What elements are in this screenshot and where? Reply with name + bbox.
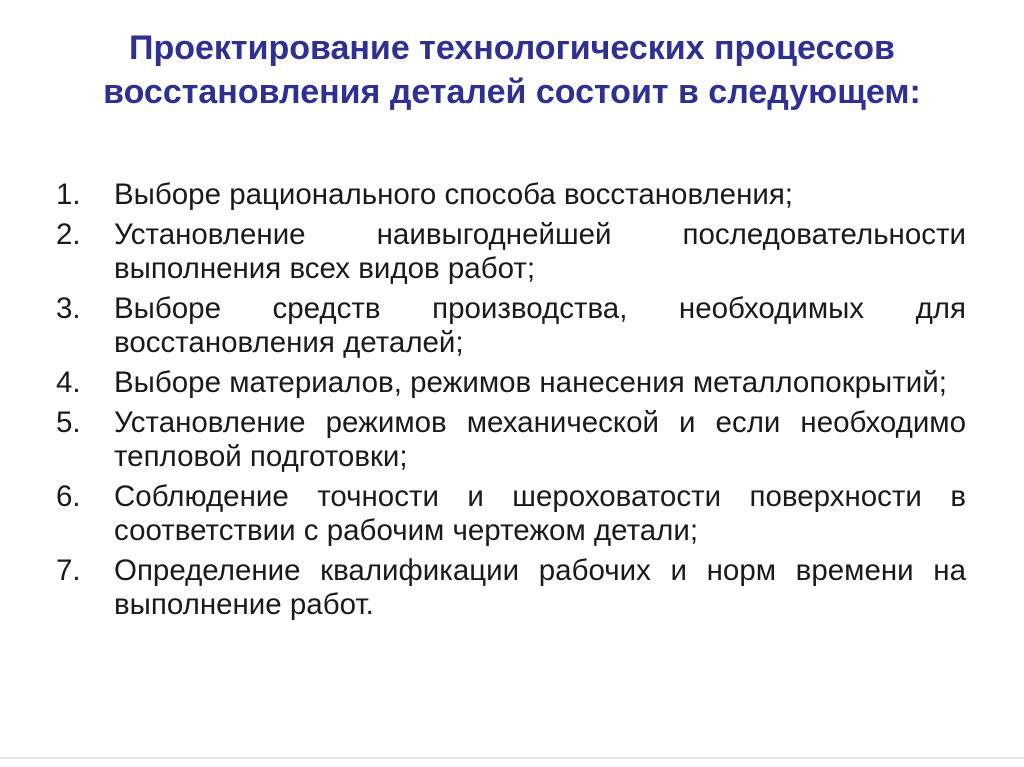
list-item-number: 5. [56,406,81,439]
numbered-list [56,178,966,628]
list-item-text: Установление режимов механической и если необходимо тепловой подготовки; [114,406,966,473]
slide-title: Проектирование технологических процессов восстановления деталей состоит в следующем: [103,29,921,111]
list-item-number: 3. [56,292,81,325]
list-item [56,406,966,474]
list-item-number: 4. [56,366,81,399]
list-item [56,218,966,286]
list-item [56,178,966,212]
list-item-text: Выборе средств производства, необходимых для восстановления деталей; [114,292,966,359]
list-item [56,554,966,622]
bottom-divider [0,757,1024,759]
list-item-text: Установление наивыгоднейшей последовательности выполнения всех видов работ; [114,218,966,285]
list-item [56,366,966,400]
list-item-number: 6. [56,480,81,513]
list-item-number: 1. [56,178,81,211]
list-item-text: Соблюдение точности и шероховатости поверхности в соответствии с рабочим чертежом детали; [114,480,966,547]
list-item-text: Определение квалификации рабочих и норм времени на выполнение работ. [114,554,966,621]
list-item-number: 2. [56,218,81,251]
list-item [56,480,966,548]
list-item-text: Выборе рационального способа восстановления; [114,178,794,211]
list-item-text: Выборе материалов, режимов нанесения металлопокрытий; [114,366,947,399]
list-item-number: 7. [56,554,81,587]
list-item [56,292,966,360]
